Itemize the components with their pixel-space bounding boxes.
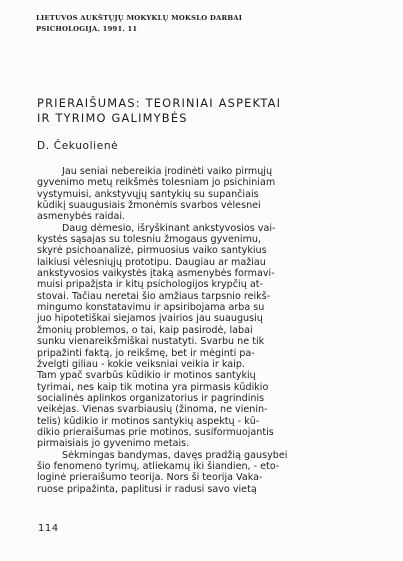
- article-title: [37, 96, 281, 126]
- body-text-line: sunku vienareikšmiškai nustatyti. Svarbu ne tik: [37, 336, 265, 348]
- article-body: [37, 166, 377, 495]
- body-text-line: Daug dėmesio, išryškinant ankstyvosios vai-: [62, 222, 276, 234]
- body-text-line: vystymuisi, ankstyvųjų santykių su supančiais: [37, 188, 259, 200]
- body-text-line: juo hipotetiškai siejamos įvairios jau suaugusių: [37, 313, 263, 325]
- body-text-line: telis) kūdikio ir motinos santykių aspektų - kū-: [37, 415, 260, 427]
- body-text-line: kystės sąsajas su tolesniu žmogaus gyvenimu,: [37, 234, 262, 246]
- journal-header-line-1: LIETUVOS AUKŠTŲJŲ MOKYKLŲ MOKSLO DARBAI: [36, 14, 243, 22]
- body-text-line: žmonių problemos, o tai, kaip pasirodė, labai: [37, 324, 253, 336]
- body-text-line: dikio prieraišumas prie motinos, susiformuojantis: [37, 426, 274, 438]
- body-text-line: pirmaisiais jo gyvenimo metais.: [37, 438, 190, 450]
- body-text-line: gyvenimo metų reikšmės tolesniam jo psichiniam: [37, 177, 276, 189]
- body-text-line: veikėjas. Vienas svarbiausių (žinoma, ne vienin-: [37, 404, 268, 416]
- body-text-line: laikiusi vėlesniųjų prototipu. Daugiau ar mažiau: [37, 256, 266, 268]
- journal-header-line-2: PSICHOLOGIJA. 1991. 11: [36, 25, 138, 33]
- body-text-line: tyrimai, nes kaip tik motina yra pirmasis kūdikio: [37, 381, 269, 393]
- body-text-line: stovai. Tačiau neretai šio amžiaus tarpsnio reikš-: [37, 290, 271, 302]
- body-text-line: Jau seniai nebereikia įrodinėti vaiko pirmųjų: [62, 166, 273, 177]
- page-number: 114: [38, 523, 59, 534]
- author-name: D. Čekuolienė: [37, 140, 119, 152]
- body-text-line: socialinės aplinkos organizatorius ir pagrindinis: [37, 392, 265, 404]
- body-text-line: žvelgti giliau - kokie veiksniai veikia ir kaip.: [37, 358, 245, 370]
- body-text-line: Sėkmingas bandymas, davęs pradžią gausybei: [62, 449, 288, 461]
- body-text-line: šio fenomeno tyrimų, atliekamų iki šiandien, - eto-: [37, 460, 280, 472]
- body-text-line: pripažinti faktą, jo reikšmę, bet ir mėginti pa-: [37, 347, 255, 359]
- body-text-line: asmenybės raidai.: [37, 211, 126, 223]
- body-text-line: kūdikį suaugusiais žmonėmis svarbos vėlesnei: [37, 200, 261, 212]
- article-title-line-2: IR TYRIMO GALIMYBĖS: [37, 111, 188, 125]
- body-text-line: Tam ypač svarbūs kūdikio ir motinos santykių: [37, 370, 256, 382]
- body-text-line: muisi pripažįsta ir kitų psichologijos krypčių at-: [37, 279, 263, 291]
- body-text-line: loginė prieraišumo teorija. Nors ši teorija Vaka-: [37, 472, 263, 484]
- body-text-line: skyrė psichoanalizė, pirmuosius vaiko santykius: [37, 245, 267, 257]
- article-title-line-1: PRIERAIŠUMAS: TEORINIAI ASPEKTAI: [37, 96, 282, 110]
- body-text-line: ankstyvosios vaikystės įtaką asmenybės formavi-: [37, 268, 275, 280]
- body-text-line: mingumo konstatavimu ir apsiribojama arba su: [37, 302, 265, 314]
- body-text-line: ruose pripažinta, paplitusi ir radusi savo vietą: [37, 483, 257, 495]
- journal-header: [36, 13, 242, 35]
